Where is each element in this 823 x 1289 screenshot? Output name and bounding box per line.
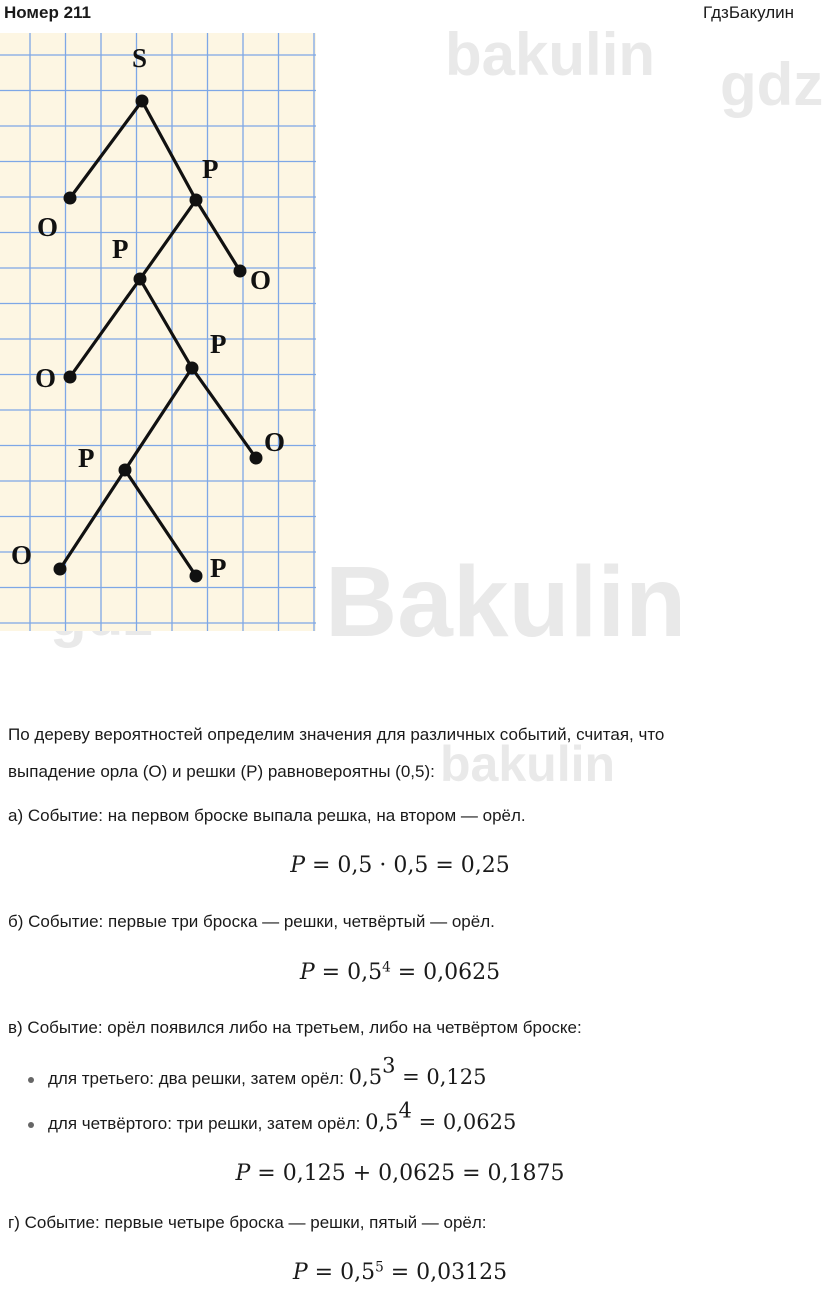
part-c-formula: P = 0,125 + 0,0625 = 0,1875 — [235, 1161, 565, 1186]
part-d-formula: $P = 0,5^5 = 0,03125$ — [292, 1259, 508, 1285]
watermark-gdz-right: gdz — [720, 51, 823, 118]
tree-label-node: O — [37, 212, 59, 242]
tree-label-node: O — [264, 427, 286, 457]
part-c-bullet-1: для третьего: два решки, затем орёл: $0,5^3 = 0,125$ — [28, 1065, 487, 1089]
bullet-dot — [28, 1077, 34, 1083]
bullet-dot — [28, 1122, 34, 1128]
part-a-text: а) Событие: на первом броске выпала решка, на втором — орёл. — [8, 806, 526, 825]
page-header — [0, 0, 800, 30]
brand-label: ГдзБакулин — [703, 3, 794, 22]
part-b-formula: $P = 0,5^4 = 0,0625$ — [299, 959, 501, 985]
tree-label-node: P — [112, 234, 129, 264]
watermark-bakulin-mid: Bakulin — [325, 546, 687, 658]
page-title: Номер 211 — [4, 3, 92, 22]
intro-line-2: выпадение орла (О) и решки (Р) равновероятны (0,5): — [8, 762, 435, 781]
part-c-text: в) Событие: орёл появился либо на третьем, либо на четвёртом броске: — [8, 1018, 582, 1037]
intro-line-1: По дереву вероятностей определим значения для различных событий, считая, что — [8, 725, 665, 744]
tree-label-node: O — [250, 265, 272, 295]
tree-label-node: P — [202, 154, 219, 184]
tree-label-node: O — [11, 540, 33, 570]
tree-label-node: P — [210, 553, 227, 583]
tree-label-node: P — [210, 329, 227, 359]
part-a-formula: P = 0,5 · 0,5 = 0,25 — [290, 853, 510, 878]
part-b-text: б) Событие: первые три броска — решки, четвёртый — орёл. — [8, 912, 495, 931]
watermark-bakulin-top: bakulin — [445, 21, 656, 88]
grid-paper — [0, 33, 316, 631]
tree-label-node: P — [78, 443, 95, 473]
part-c-bullet-2: для четвёртого: три решки, затем орёл: $0,5^4 = 0,0625$ — [28, 1110, 516, 1134]
watermark-bakulin-low: bakulin — [440, 736, 616, 792]
tree-diagram — [0, 33, 316, 631]
tree-label-node: O — [35, 363, 57, 393]
tree-label-root: S — [132, 43, 148, 73]
probability-tree-figure — [0, 33, 316, 631]
part-d-text: г) Событие: первые четыре броска — решки, пятый — орёл: — [8, 1213, 487, 1232]
